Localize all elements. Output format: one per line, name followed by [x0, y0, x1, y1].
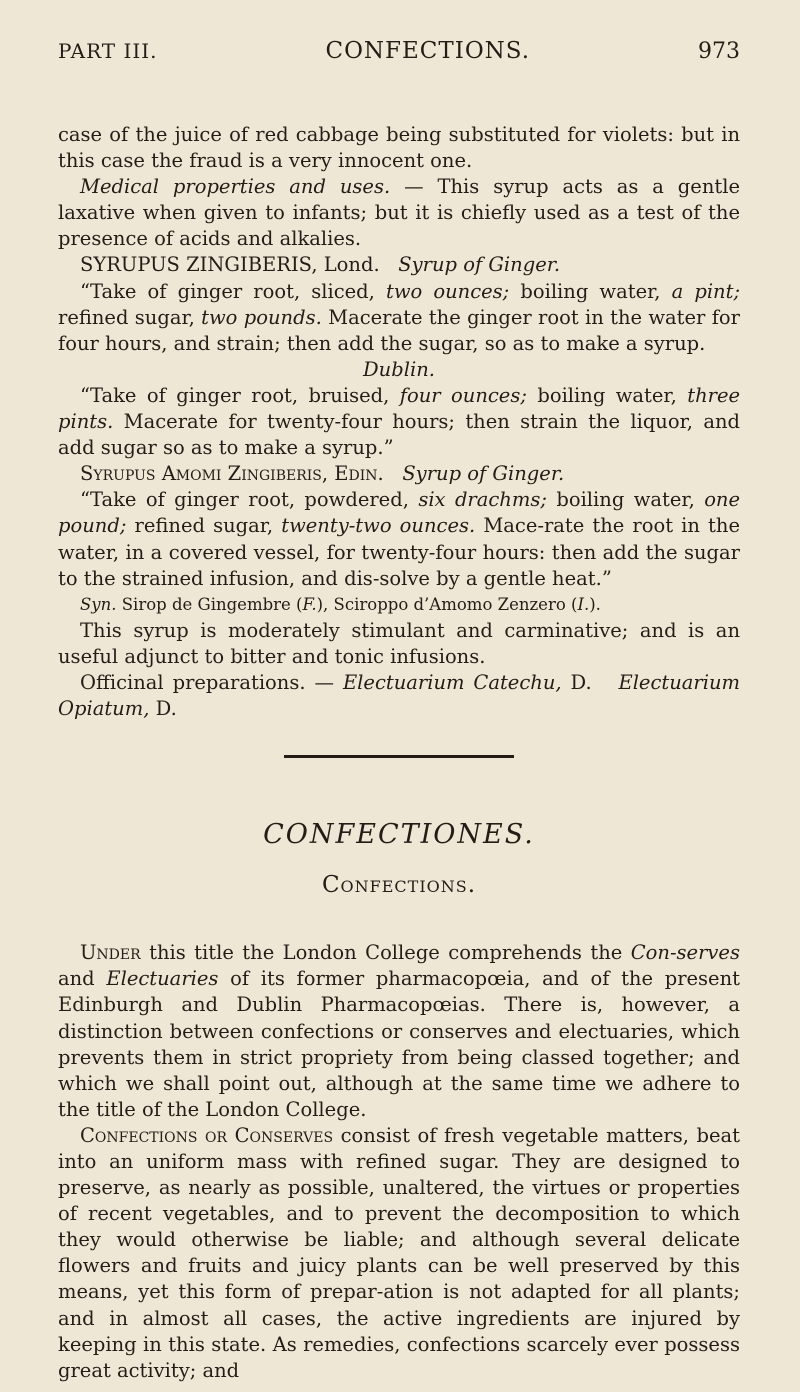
quantity: two ounces;: [385, 279, 510, 303]
text: case of the juice of red cabbage being substituted for violets: but in this case the fraud is a very innocent one.: [58, 123, 740, 173]
text: D.: [155, 697, 177, 721]
section-divider: [284, 755, 514, 758]
entry-title: Syrupus Amomi Zingiberis, Edin.: [80, 462, 384, 486]
quantity: a pint;: [671, 279, 741, 303]
text: Con-serves: [630, 941, 740, 965]
page-number: 973: [698, 39, 740, 64]
quantity: twenty-two ounces.: [281, 514, 476, 538]
text: Officinal preparations. —: [80, 670, 334, 694]
part-label: PART III.: [58, 39, 158, 63]
syn-label: Syn.: [80, 594, 117, 614]
lead-word: Under: [80, 941, 141, 965]
paragraph-medical-properties: [58, 174, 740, 252]
text: ), Sciroppo d’Amomo Zenzero (: [316, 594, 578, 614]
recipe-dublin: [58, 383, 740, 461]
lead-word: Confections or Conserves: [80, 1123, 334, 1147]
text: D.: [570, 670, 592, 694]
paragraph-under-this-title: [58, 940, 740, 1123]
text: Electuaries: [106, 967, 219, 991]
section-title-english: Confections.: [321, 872, 477, 899]
paragraph-stimulant: [58, 618, 740, 670]
page-body: [58, 122, 740, 1384]
text: and: [58, 967, 95, 991]
paragraph-confections-or-conserves: [58, 1123, 740, 1384]
text: boiling water,: [520, 279, 661, 303]
text: — This syrup acts as a gentle laxative when given to infants; but it is chiefly used as a test of the presence of acids and alkalies.: [58, 175, 741, 251]
quantity: one pound;: [58, 488, 741, 538]
heading-dublin: [58, 357, 740, 383]
text: Macerate for twenty-four hours; then strain the liquor, and add sugar so as to make a syrup.”: [58, 410, 740, 460]
text: This syrup is moderately stimulant and carminative; and is an useful adjunct to bitter and tonic infusions.: [58, 618, 740, 668]
quantity: two pounds.: [201, 305, 322, 329]
section-title-latin: CONFECTIONES.: [263, 819, 535, 851]
text: boiling water,: [556, 488, 695, 512]
heading-syrupus-zingiberis-lond: [58, 252, 740, 278]
recipe-london: [58, 279, 740, 357]
text: Mace-rate the root in the water, in a covered vessel, for twenty-four hours: then add the sugar to the strained infusion, and dis-solve by a gentle heat.”: [58, 514, 740, 590]
text: of its former pharmacopœia, and of the present Edinburgh and Dublin Pharmacopœias. There is, however, a distinction between confections or conserves and electuaries, which prevents them in strict propriety from being classed together; and which we shall point out, although at the same time we adhere to the title of the London College.: [58, 967, 740, 1121]
running-header: [58, 38, 740, 78]
synonyms: [58, 592, 740, 618]
dublin-label: Dublin.: [363, 357, 435, 381]
entry-english: Syrup of Ginger.: [398, 253, 561, 277]
entry-title: SYRUPUS ZINGIBERIS, Lond.: [80, 253, 380, 277]
text: Electuarium Opiatum,: [58, 670, 741, 721]
heading-syrupus-amomi-zingiberis-edin: [58, 461, 740, 487]
text: “Take of ginger root, bruised,: [80, 383, 390, 407]
text: Sirop de Gingembre (: [121, 594, 303, 614]
quantity: four ounces;: [399, 383, 527, 407]
text: F.: [302, 594, 317, 614]
officinal-preparations: [58, 670, 740, 722]
text: consist of fresh vegetable matters, beat into an uniform mass with refined sugar. They are designed to preserve, as nearly as possible, unaltered, the virtues or properties of recent vegetables, and to prevent the decomposition to which they would otherwise be liable; and although several delicate flowers and fruits and juicy plants can be well preserved by this means, yet this form of prepar-ation is not adapted for all plants; and in almost all cases, the active ingredients are injured by keeping in this state. As remedies, confections scarcely ever possess great activity; and: [58, 1123, 740, 1382]
text: “Take of ginger root, powdered,: [80, 488, 409, 512]
entry-english: Syrup of Ginger.: [402, 462, 565, 486]
label-medical-properties: Medical properties and uses.: [80, 175, 391, 199]
text: refined sugar,: [58, 305, 195, 329]
quantity: three pints.: [58, 383, 741, 434]
text: ).: [589, 594, 601, 614]
recipe-edinburgh: [58, 487, 740, 591]
paragraph-violets: [58, 122, 740, 174]
text: Macerate the ginger root in the water for four hours, and strain; then add the sugar, so as to make a syrup.: [58, 305, 740, 355]
quantity: six drachms;: [418, 488, 547, 512]
text: boiling water,: [537, 383, 677, 407]
text: Electuarium Catechu,: [342, 670, 562, 694]
text: refined sugar,: [134, 514, 274, 538]
text: “Take of ginger root, sliced,: [80, 279, 375, 303]
running-title: CONFECTIONS.: [325, 38, 531, 64]
text: this title the London College comprehends the: [149, 941, 623, 965]
text: I.: [577, 594, 590, 614]
